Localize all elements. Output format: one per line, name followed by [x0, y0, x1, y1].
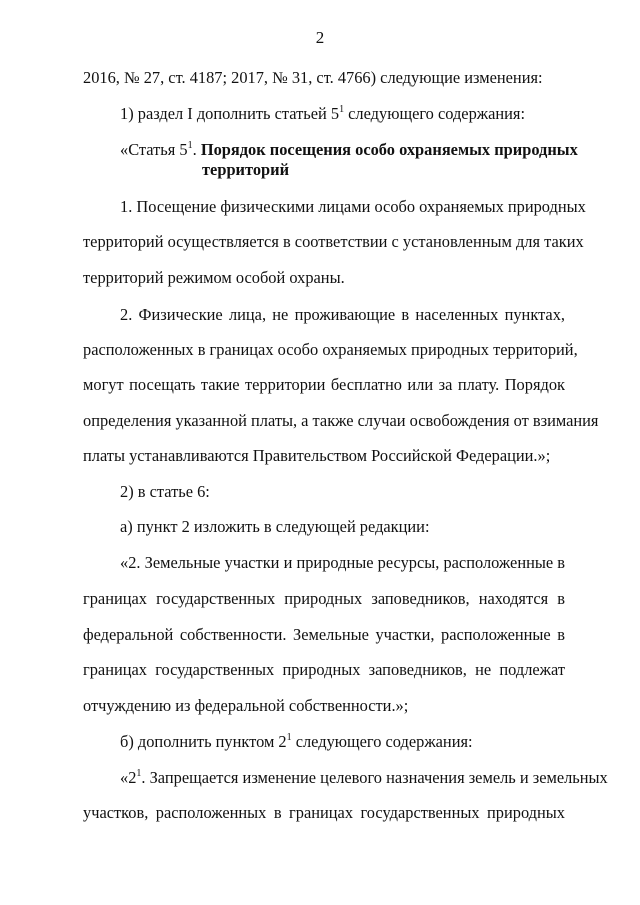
- text-line: 2. Физические лица, не проживающие в населенных пунктах,: [120, 305, 565, 324]
- text-line: 1. Посещение физическими лицами особо охраняемых природных: [120, 197, 586, 216]
- superscript: 1: [339, 103, 345, 115]
- text-line: 2016, № 27, ст. 4187; 2017, № 31, ст. 4766) следующие изменения:: [83, 68, 543, 87]
- text-span: «Статья 5: [120, 140, 188, 159]
- text-line: территорий осуществляется в соответствии с установленным для таких: [83, 232, 584, 251]
- text-line: могут посещать такие территории бесплатно или за плату. Порядок: [83, 375, 565, 394]
- text-line: федеральной собственности. Земельные участки, расположенные в: [83, 625, 565, 644]
- page-number: 2: [315, 28, 325, 47]
- text-span: . Запрещается изменение целевого назначения земель и земельных: [141, 768, 608, 787]
- text-span: .: [192, 140, 197, 159]
- text-line: отчуждению из федеральной собственности.»;: [83, 696, 409, 715]
- text-line: расположенных в границах особо охраняемых природных территорий,: [83, 340, 578, 359]
- text-line: границах государственных природных заповедников, находятся в: [83, 589, 565, 608]
- text-line: определения указанной платы, а также случаи освобождения от взимания: [83, 411, 599, 430]
- superscript: 1: [187, 139, 193, 151]
- item-2b-line: [120, 732, 565, 752]
- article-heading: [120, 139, 578, 160]
- text-line: «2. Земельные участки и природные ресурсы, расположенные в: [120, 553, 565, 572]
- text-line: участков, расположенных в границах государственных природных: [83, 803, 565, 822]
- text-span: следующего содержания:: [291, 732, 473, 751]
- superscript: 1: [136, 767, 142, 779]
- text-line: [120, 767, 608, 788]
- article-title-cont: территорий: [202, 160, 290, 179]
- text-span: следующего содержания:: [344, 104, 525, 123]
- text-line: 2) в статье 6:: [120, 482, 210, 501]
- text-line: а) пункт 2 изложить в следующей редакции:: [120, 517, 430, 536]
- item-1-line: [120, 104, 565, 124]
- article-title: Порядок посещения особо охраняемых природных: [200, 140, 578, 159]
- text-line: границах государственных природных заповедников, не подлежат: [83, 660, 565, 679]
- text-line: платы устанавливаются Правительством Российской Федерации.»;: [83, 446, 551, 465]
- superscript: 1: [286, 731, 292, 743]
- article-prefix: [120, 140, 197, 159]
- text-span: 1) раздел I дополнить статьей 5: [120, 104, 340, 123]
- text-span: «2: [120, 768, 137, 787]
- text-span: б) дополнить пунктом 2: [120, 732, 287, 751]
- text-line: территорий режимом особой охраны.: [83, 268, 345, 287]
